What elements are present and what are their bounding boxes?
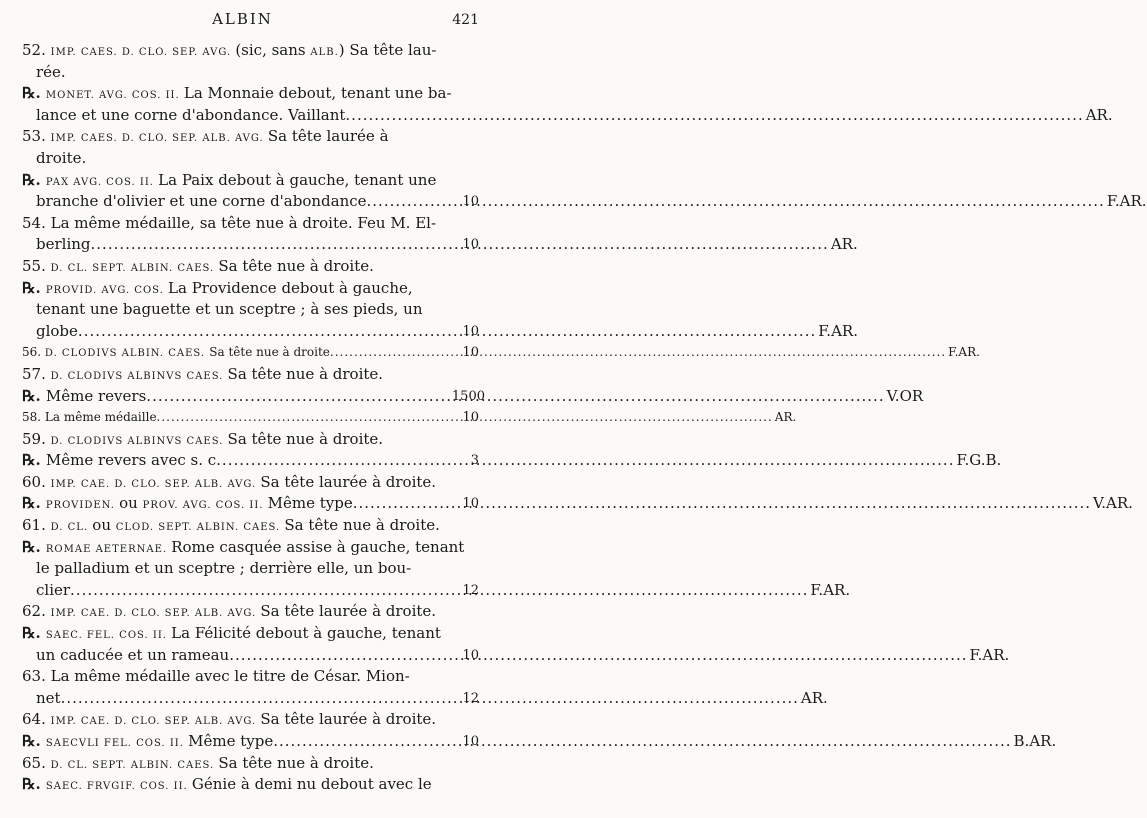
description-text: Rome casquée assise à gauche, tenant (171, 537, 465, 556)
line-text (22, 537, 465, 561)
metal-designation: AR. (830, 235, 858, 254)
legend-text: D. CLODIVS ALBINVS CAES. (50, 435, 228, 447)
page-number: 421 (452, 12, 479, 28)
line-text (22, 278, 429, 302)
legend-text: IMP. CAE. D. CLO. SEP. ALB. AVG. (50, 716, 261, 728)
catalog-line (0, 321, 858, 343)
line-text (22, 753, 429, 777)
metal-designation: B.AR. (1013, 732, 1057, 750)
reverse-mark: ℞. (22, 84, 46, 103)
legend-text: ROMAE AETERNAE. (45, 543, 172, 555)
legend-text: PROVID. AVG. COS. (45, 284, 169, 296)
legend-text: D. CL. SEPT. ALBIN. CAES. (50, 262, 219, 274)
description-text: Même type (188, 732, 274, 750)
legend-text: SAECVLI FEL. COS. II. (45, 738, 189, 749)
dot-leader (216, 450, 954, 472)
description-text: 55. (22, 256, 51, 275)
line-text (22, 450, 1002, 472)
catalog-line (0, 299, 485, 321)
legend-text: IMP. CAE. D. CLO. SEP. ALB. AVG. (50, 608, 261, 620)
legend-text: SAEC. FRVGIF. COS. II. (45, 781, 192, 793)
description-text: clier (36, 580, 71, 599)
description-text: Sa tête laurée à droite. (260, 472, 437, 491)
legend-text: PROVIDEN. (45, 500, 120, 512)
rarity-value: 10 (462, 647, 479, 663)
line-text (36, 558, 429, 580)
line-text (22, 709, 437, 733)
catalog-line (0, 62, 485, 84)
catalog-line (0, 688, 828, 710)
description-text: Même revers (45, 386, 147, 405)
catalog-line (0, 83, 485, 105)
description-text: ou (119, 494, 143, 513)
line-text (36, 148, 429, 170)
legend-text: IMP. CAE. D. CLO. SEP. ALB. AVG. (50, 478, 261, 490)
catalog-line (0, 753, 485, 775)
legend-text: ALB. (310, 47, 339, 58)
description-text: branche d'olivier et une corne d'abondance (36, 192, 367, 211)
description-text: 63. La même médaille avec le titre de César. Mion- (22, 667, 410, 686)
metal-designation: F.AR. (948, 345, 980, 360)
rarity-value: 10 (462, 410, 479, 426)
line-text (22, 666, 429, 688)
description-text: Génie à demi nu debout avec le (191, 775, 432, 794)
line-text (22, 170, 437, 194)
catalog-line (0, 386, 924, 408)
description-text: La Providence debout à gauche, (168, 278, 413, 297)
description-text: 56. (22, 345, 45, 360)
description-text: tenant une baguette et un sceptre ; à ses pieds, un (36, 300, 423, 319)
description-text: rée. (36, 62, 66, 81)
dot-leader (345, 105, 1083, 127)
metal-designation: F.AR. (969, 645, 1010, 664)
catalog-line (0, 170, 485, 192)
description-text: 60. (22, 472, 51, 491)
rarity-value: 1500 (451, 388, 485, 404)
line-text (22, 429, 429, 453)
description-text: 62. (22, 602, 51, 621)
catalog-body (0, 40, 1147, 796)
description-text: Sa tête nue à droite. (227, 429, 384, 448)
line-text (22, 515, 440, 539)
catalog-line (0, 126, 485, 148)
reverse-mark: ℞. (22, 386, 46, 405)
description-text: La Félicité debout à gauche, tenant (171, 624, 441, 643)
catalog-line (0, 342, 980, 364)
line-text (36, 299, 429, 321)
legend-text: IMP. CAES. D. CLO. SEP. ALB. AVG. (50, 133, 268, 145)
reverse-mark: ℞. (22, 494, 46, 513)
line-text (22, 40, 437, 64)
catalog-line (0, 450, 1002, 472)
metal-designation: F.AR. (818, 321, 858, 340)
rarity-value: 10 (462, 194, 479, 210)
description-text: 54. La même médaille, sa tête nue à droite. Feu M. El- (22, 213, 437, 232)
description-text: 64. (22, 710, 51, 729)
description-text: lance et une corne d'abondance. Vaillant (36, 105, 346, 124)
description-text: un caducée et un rameau (36, 645, 230, 664)
reverse-mark: ℞. (22, 775, 46, 794)
catalog-line (0, 537, 485, 559)
description-text: Sa tête nue à droite. (218, 753, 374, 772)
rarity-value: 12 (462, 582, 479, 598)
catalog-line (0, 558, 485, 580)
legend-text: PAX AVG. COS. II. (45, 176, 159, 188)
description-text: La Paix debout à gauche, tenant une (158, 170, 437, 189)
description-text: 52. (22, 41, 51, 59)
line-text (22, 623, 441, 647)
description-text: ) Sa tête lau- (338, 41, 437, 59)
description-text: Même revers avec s. c (45, 451, 217, 470)
catalog-line (0, 256, 485, 278)
catalog-line (0, 234, 858, 256)
line-text (22, 601, 437, 625)
reverse-mark: ℞. (22, 537, 46, 556)
description-text: 57. (22, 364, 51, 383)
legend-text: MONET. AVG. COS. II. (45, 90, 184, 102)
legend-text: SAEC. FEL. COS. II. (45, 630, 172, 642)
line-text (22, 83, 452, 107)
reverse-mark: ℞. (22, 732, 46, 750)
description-text: Sa tête laurée à (267, 127, 389, 146)
description-text: 59. (22, 429, 51, 448)
catalog-line (0, 429, 485, 451)
catalog-line (0, 515, 485, 537)
description-text: globe (36, 321, 78, 340)
description-text: 61. (22, 516, 51, 535)
line-text (22, 126, 429, 150)
catalog-line (0, 666, 485, 688)
legend-text: D. CL. (50, 522, 93, 534)
line-text (22, 256, 429, 280)
description-text: le palladium et un sceptre ; derrière elle, un bou- (36, 559, 412, 578)
catalog-line (0, 731, 1057, 753)
metal-designation: AR. (800, 688, 828, 707)
page-header (0, 6, 485, 32)
metal-designation: F.AR. (1106, 192, 1147, 211)
catalog-line (0, 191, 1147, 213)
description-text: Sa tête nue à droite. (218, 256, 374, 275)
catalog-line (0, 105, 1113, 127)
catalog-line (0, 709, 485, 731)
catalog-line (0, 40, 485, 62)
dot-leader (330, 342, 946, 364)
description-text: droite. (36, 148, 87, 167)
legend-text: IMP. CAES. D. CLO. SEP. AVG. (50, 47, 236, 58)
reverse-mark: ℞. (22, 624, 46, 643)
line-text (22, 364, 429, 388)
dot-leader (146, 386, 884, 408)
catalog-line (0, 407, 797, 429)
rarity-value: 3 (470, 453, 479, 469)
metal-designation: V.OR (886, 386, 924, 405)
metal-designation: F.AR. (810, 580, 851, 599)
description-text: 58. La même médaille (22, 410, 157, 425)
catalog-line (0, 645, 1010, 667)
line-text (22, 472, 437, 496)
dot-leader (229, 645, 967, 667)
description-text: berling (36, 235, 91, 254)
catalog-line (0, 623, 485, 645)
description-text: (sic, sans (235, 41, 311, 59)
rarity-value: 10 (462, 496, 479, 512)
catalog-line (0, 278, 485, 300)
line-text (22, 213, 437, 235)
reverse-mark: ℞. (22, 451, 46, 470)
reverse-mark: ℞. (22, 170, 46, 189)
catalog-line (0, 493, 1133, 515)
metal-designation: AR. (1085, 105, 1113, 124)
description-text: net (36, 688, 61, 707)
catalog-line (0, 774, 485, 796)
running-title: ALBIN (212, 10, 273, 28)
reverse-mark: ℞. (22, 278, 46, 297)
rarity-value: 10 (462, 734, 479, 749)
rarity-value: 10 (462, 345, 479, 361)
description-text: Sa tête nue à droite. (227, 364, 384, 383)
catalog-line (0, 601, 485, 623)
description-text: Sa tête nue à droite. (284, 516, 440, 535)
rarity-value: 10 (462, 323, 479, 339)
legend-text: D. CLODIVS ALBIN. CAES. (44, 348, 210, 360)
line-text (22, 774, 432, 798)
description-text: 65. (22, 753, 51, 772)
catalog-line (0, 148, 485, 170)
catalog-line (0, 364, 485, 386)
catalog-line (0, 580, 851, 602)
catalog-line (0, 472, 485, 494)
description-text: Sa tête nue à droite (209, 345, 330, 360)
legend-text: D. CL. SEPT. ALBIN. CAES. (50, 759, 219, 771)
description-text: ou (92, 516, 116, 535)
description-text: La Monnaie debout, tenant une ba- (183, 84, 452, 103)
legend-text: D. CLODIVS ALBINVS CAES. (50, 370, 228, 382)
metal-designation: F.G.B. (956, 451, 1002, 470)
line-text (36, 62, 429, 84)
description-text: 53. (22, 127, 51, 146)
rarity-value: 12 (462, 690, 479, 706)
catalog-line (0, 213, 485, 235)
description-text: Sa tête laurée à droite. (260, 710, 437, 729)
legend-text: CLOD. SEPT. ALBIN. CAES. (115, 522, 285, 534)
metal-designation: V.AR. (1093, 494, 1133, 513)
line-text (36, 105, 1113, 127)
dot-leader (273, 731, 1011, 753)
legend-text: PROV. AVG. COS. II. (142, 500, 268, 512)
description-text: Même type (267, 494, 353, 513)
description-text: Sa tête laurée à droite. (260, 602, 437, 621)
metal-designation: AR. (774, 410, 797, 425)
rarity-value: 10 (462, 237, 479, 253)
